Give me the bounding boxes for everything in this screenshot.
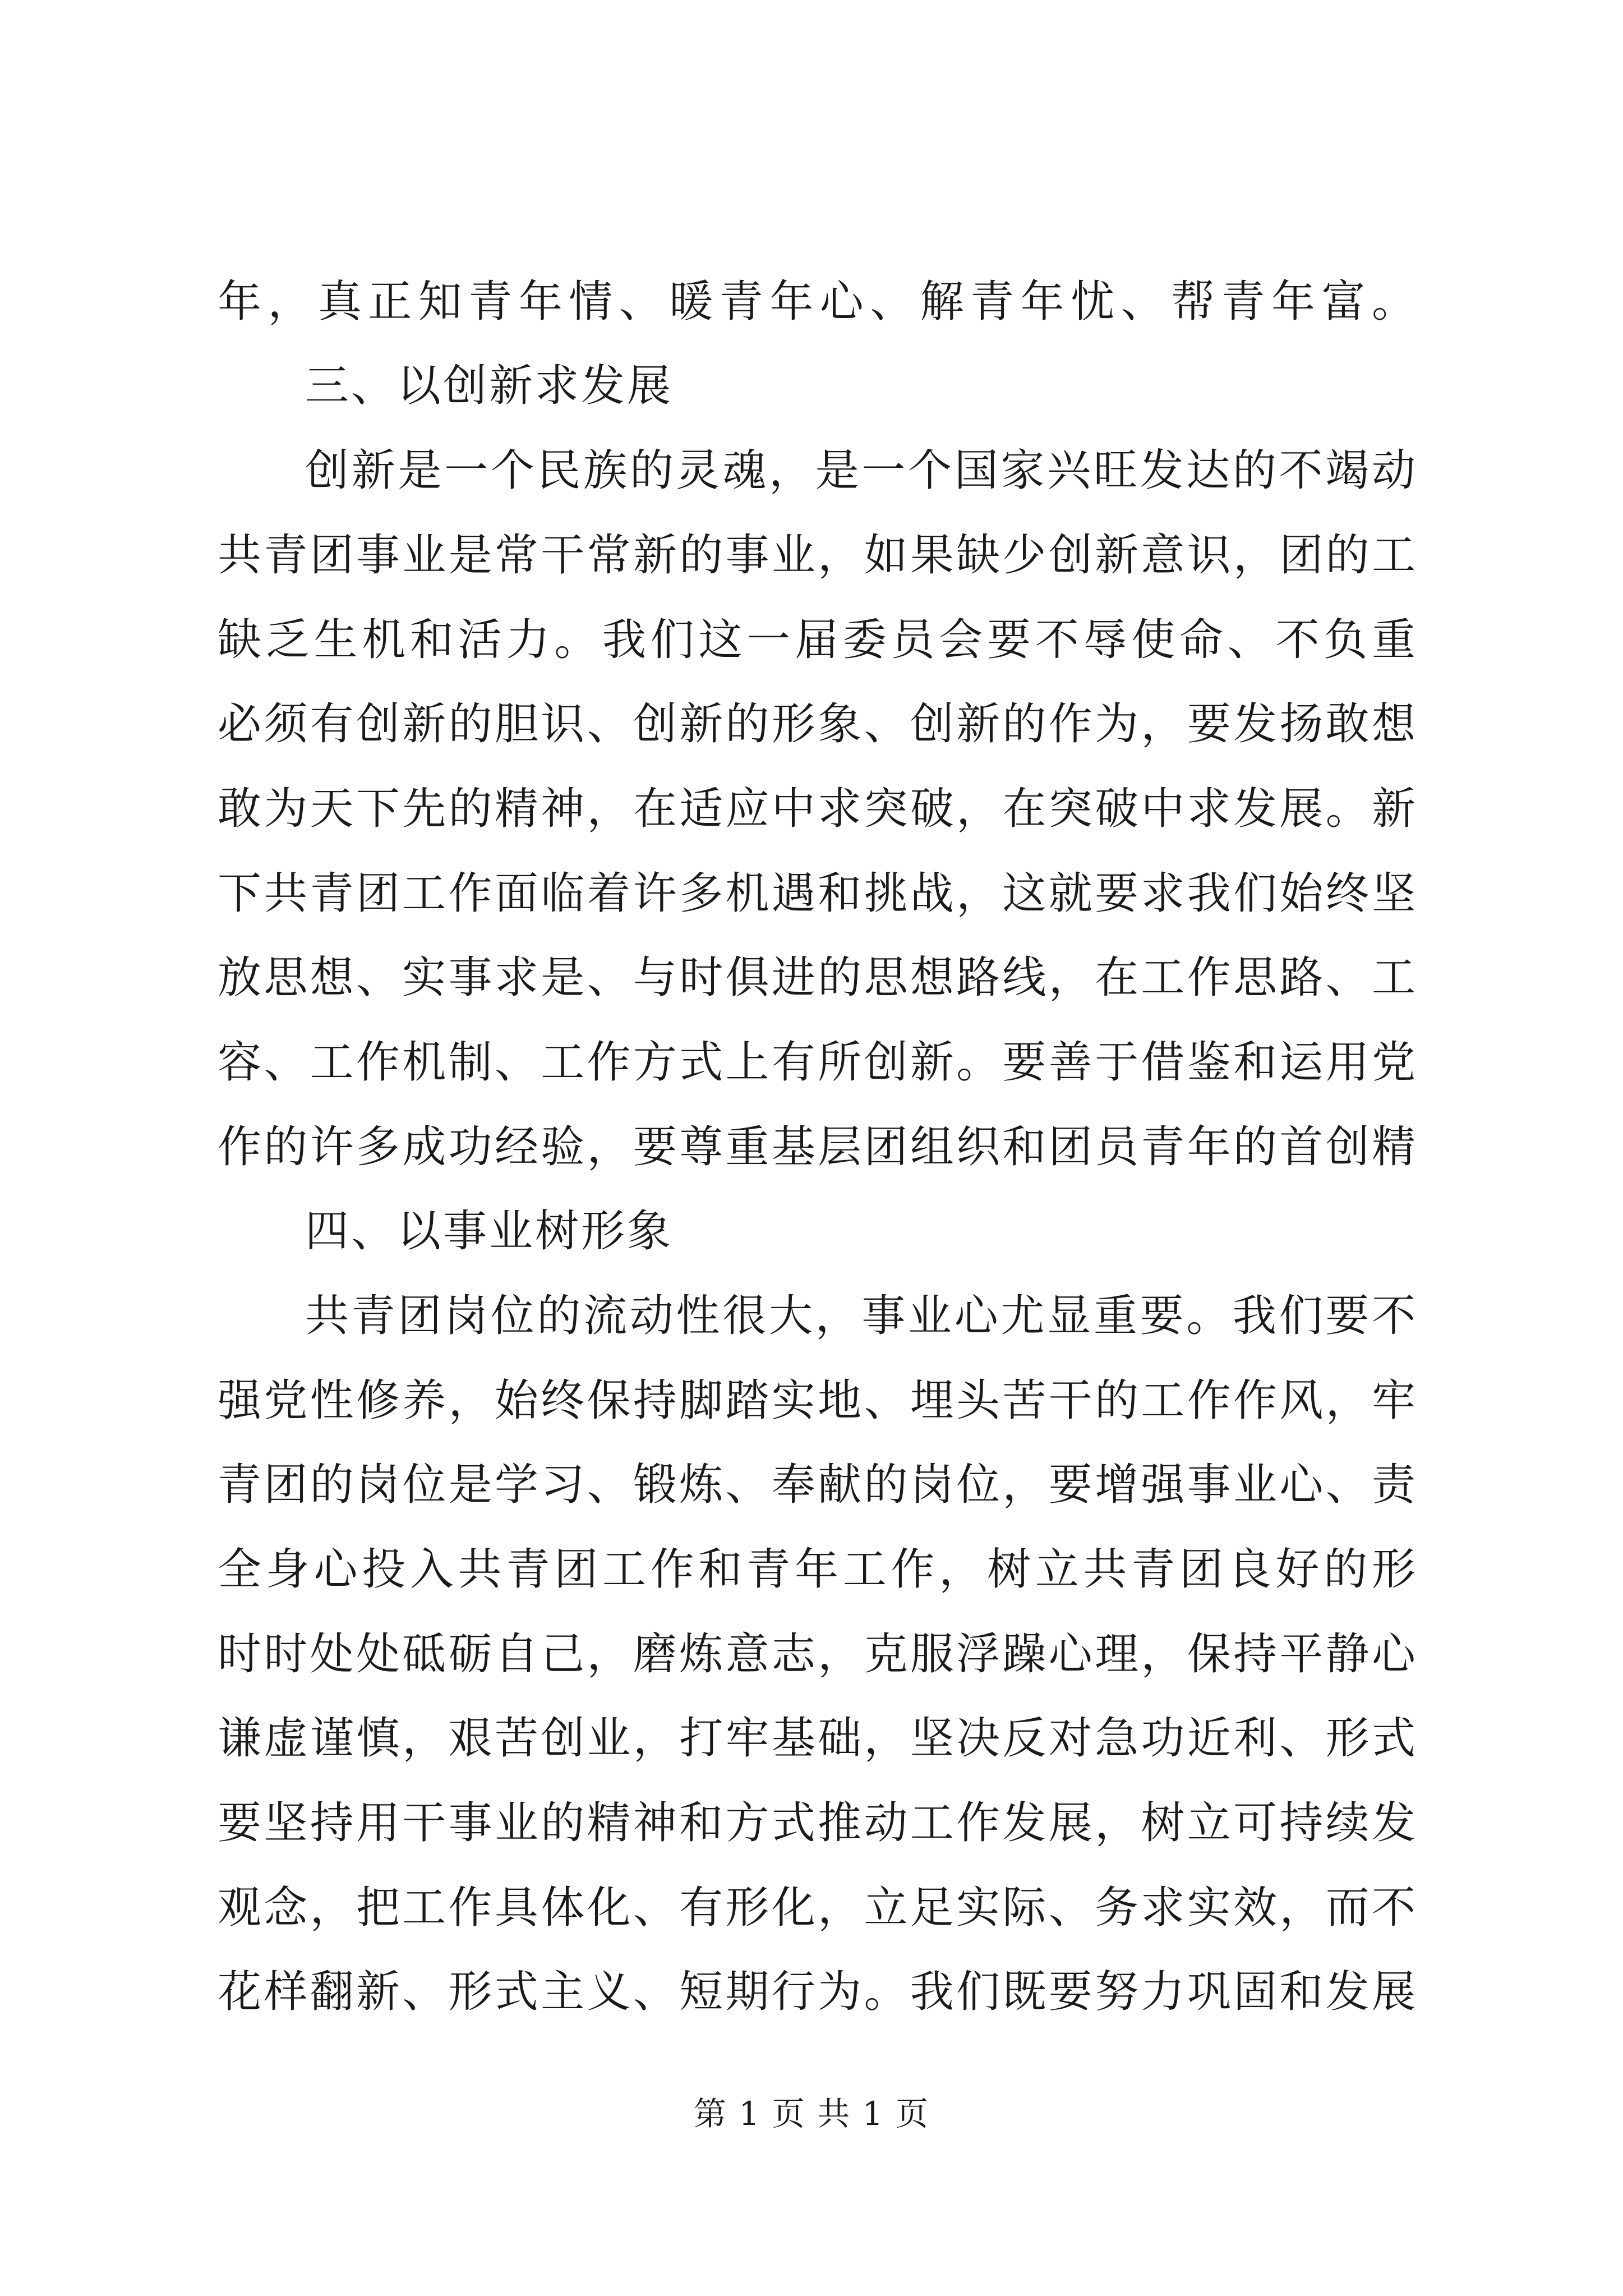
text-line: 共青团岗位的流动性很大，事业心尤显重要。我们要不	[305, 1291, 1418, 1341]
text-line: 年，真正知青年情、暖青年心、解青年忧、帮青年富。	[218, 277, 1418, 327]
text-line: 共青团事业是常干常新的事业，如果缺少创新意识，团的工	[218, 530, 1418, 581]
text-line: 观念，把工作具体化、有形化，立足实际、务求实效，而不	[218, 1883, 1418, 1933]
page-footer	[0, 2091, 1623, 2136]
text-line: 强党性修养，始终保持脚踏实地、埋头苦干的工作作风，牢	[218, 1375, 1418, 1426]
section-heading-4: 四、以事业树形象	[305, 1206, 674, 1257]
text-line: 下共青团工作面临着许多机遇和挑战，这就要求我们始终坚	[218, 868, 1418, 919]
text-line: 放思想、实事求是、与时俱进的思想路线，在工作思路、工	[218, 953, 1418, 1003]
text-line: 全身心投入共青团工作和青年工作，树立共青团良好的形	[218, 1544, 1418, 1595]
text-line: 缺乏生机和活力。我们这一届委员会要不辱使命、不负重	[218, 615, 1418, 665]
section-heading-3: 三、以创新求发展	[305, 361, 674, 411]
text-line: 要坚持用干事业的精神和方式推动工作发展，树立可持续发	[218, 1798, 1418, 1848]
text-line: 作的许多成功经验，要尊重基层团组织和团员青年的首创精	[218, 1122, 1418, 1172]
text-line: 必须有创新的胆识、创新的形象、创新的作为，要发扬敢想	[218, 699, 1418, 749]
text-line: 花样翻新、形式主义、短期行为。我们既要努力巩固和发展	[218, 1967, 1418, 2017]
page-number-label: 第 1 页 共 1 页	[694, 2095, 929, 2133]
text-line: 时时处处砥砺自己，磨炼意志，克服浮躁心理，保持平静心	[218, 1629, 1418, 1680]
text-line: 创新是一个民族的灵魂，是一个国家兴旺发达的不竭动	[305, 445, 1418, 496]
text-line: 青团的岗位是学习、锻炼、奉献的岗位，要增强事业心、责	[218, 1460, 1418, 1510]
text-line: 容、工作机制、工作方式上有所创新。要善于借鉴和运用党	[218, 1037, 1418, 1088]
text-line: 谦虚谨慎，艰苦创业，打牢基础，坚决反对急功近利、形式	[218, 1713, 1418, 1764]
text-line: 敢为天下先的精神，在适应中求突破，在突破中求发展。新	[218, 784, 1418, 834]
